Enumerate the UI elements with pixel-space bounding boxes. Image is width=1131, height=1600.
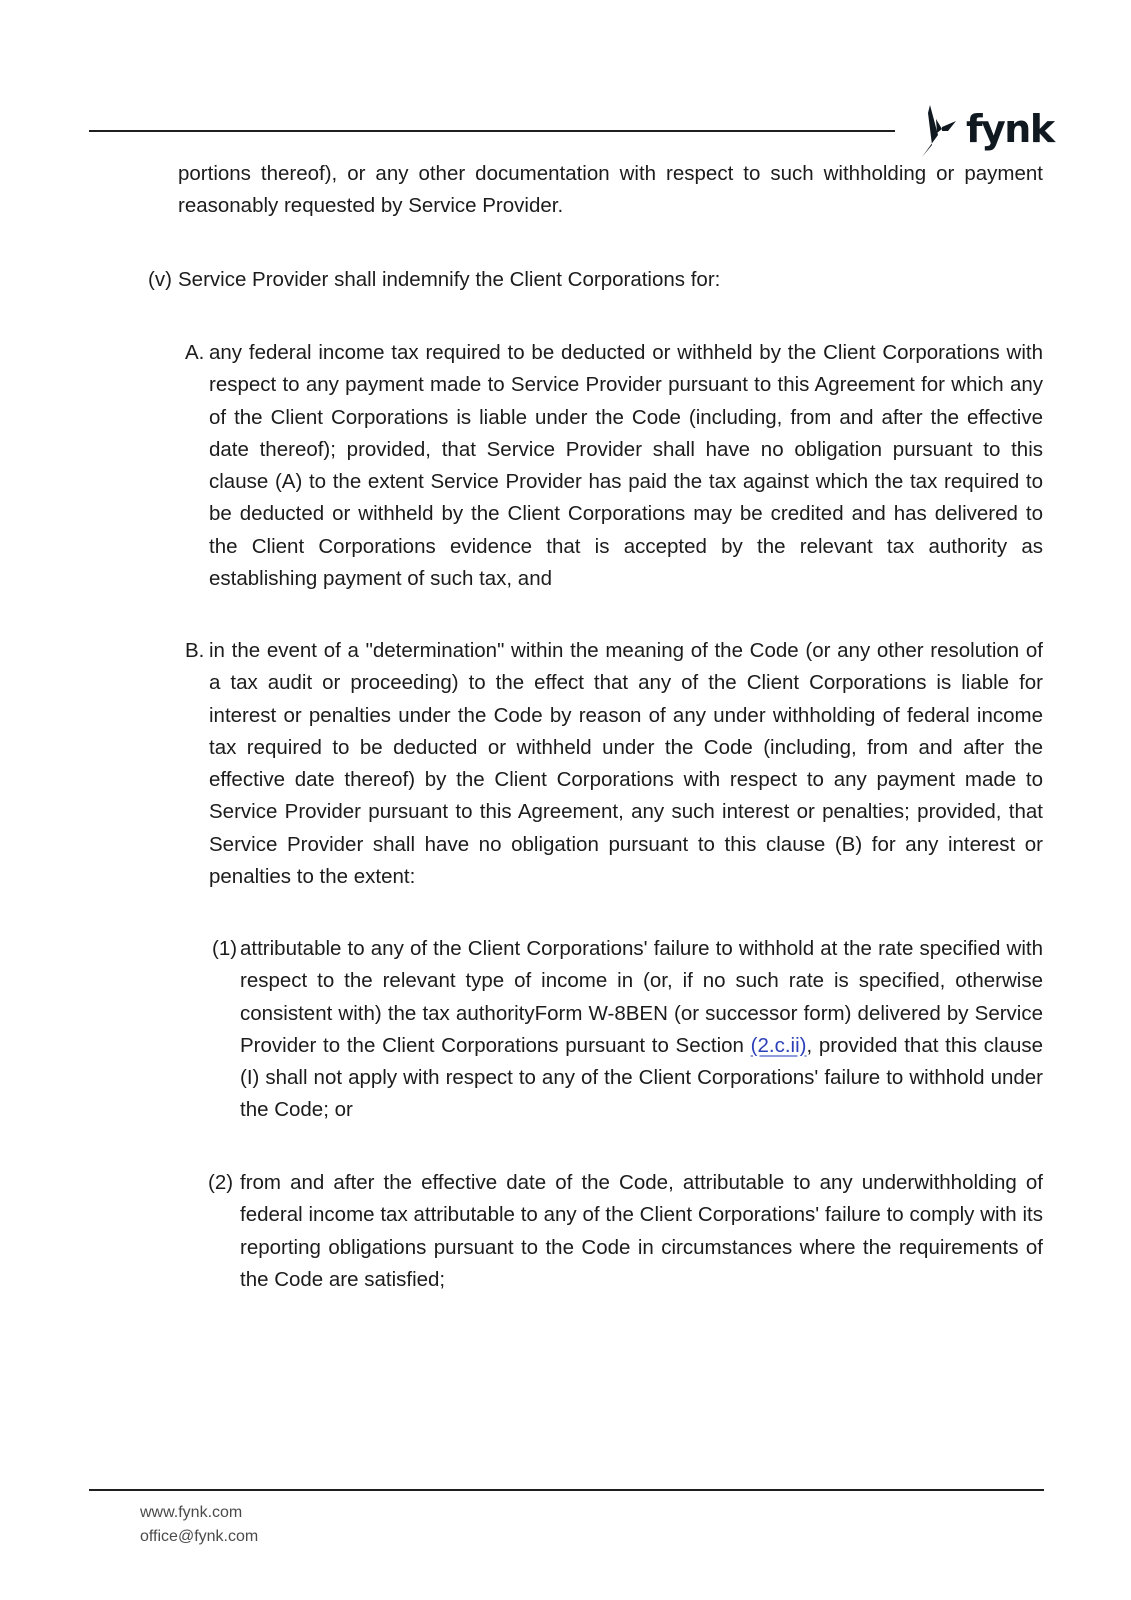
clause-1-text-before: attributable to any of the Client Corporations' failure to withhold at the rate specified with respect to the relevant type of income in (or, if no such rate is specified, otherwise consistent with) the tax authorityForm W-8BEN (or successor form) delivered by Service Provider to the Client Corporations pursuant to Section <box>240 937 1043 1057</box>
clause-b-label: B. <box>185 639 205 662</box>
continuation-paragraph <box>178 158 1043 223</box>
continuation-text: portions thereof), or any other documentation with respect to such withholding or payment reasonably requested by Service Provider. <box>178 162 1043 218</box>
clause-1-text-after: , provided that this clause (I) shall not apply with respect to any of the Client Corporations' failure to withhold under the Code; or <box>240 1033 1043 1122</box>
logo-wordmark: fynk <box>966 107 1054 151</box>
page-footer <box>140 1501 258 1549</box>
footer-email[interactable]: office@fynk.com <box>140 1528 259 1545</box>
company-logo <box>918 104 1054 160</box>
clause-2-text: from and after the effective date of the Code, attributable to any underwithholding of federal income tax attributable to any of the Client Corporations' failure to comply with its reporting obligations pursuant to the Code in circumstances where the requirements of the Code are satisfied; <box>240 1171 1043 1291</box>
clause-v-label: (v) <box>148 268 172 291</box>
clause-2-label: (2) <box>208 1171 234 1194</box>
clause-1 <box>212 933 1043 1127</box>
clause-v <box>148 264 1043 296</box>
bird-logo-icon <box>918 105 958 159</box>
clause-a-label: A. <box>185 341 205 364</box>
clause-a-text: any federal income tax required to be deducted or withheld by the Client Corporations with respect to any payment made to Service Provider pursuant to this Agreement for which any of the Client Corporations is liable under the Code (including, from and after the effective date thereof); provided, that Service Provider shall have no obligation pursuant to this clause (A) to the extent Service Provider has paid the tax against which the tax required to be deducted or withheld by the Client Corporations may be credited and has delivered to the Client Corporations evidence that is accepted by the relevant tax authority as establishing payment of such tax, and <box>209 341 1043 591</box>
footer-website[interactable]: www.fynk.com <box>140 1504 243 1521</box>
header-rule <box>89 130 895 132</box>
clause-v-text: Service Provider shall indemnify the Client Corporations for: <box>178 268 721 291</box>
clause-b <box>185 635 1043 893</box>
clause-a <box>185 337 1043 595</box>
clause-2 <box>208 1167 1043 1296</box>
footer-rule <box>89 1489 1044 1491</box>
section-reference-link[interactable]: (2.c.ii) <box>750 1033 807 1057</box>
clause-1-label: (1) <box>212 937 238 960</box>
clause-b-text: in the event of a "determination" within the meaning of the Code (or any other resolution of a tax audit or proceeding) to the effect that any of the Client Corporations is liable for interest or penalties under the Code by reason of any under withholding of federal income tax required to be deducted or withheld under the Code (including, from and after the effective date thereof) by the Client Corporations with respect to any payment made to Service Provider pursuant to this Agreement, any such interest or penalties; provided, that Service Provider shall have no obligation pursuant to this clause (B) for any interest or penalties to the extent: <box>209 639 1043 889</box>
